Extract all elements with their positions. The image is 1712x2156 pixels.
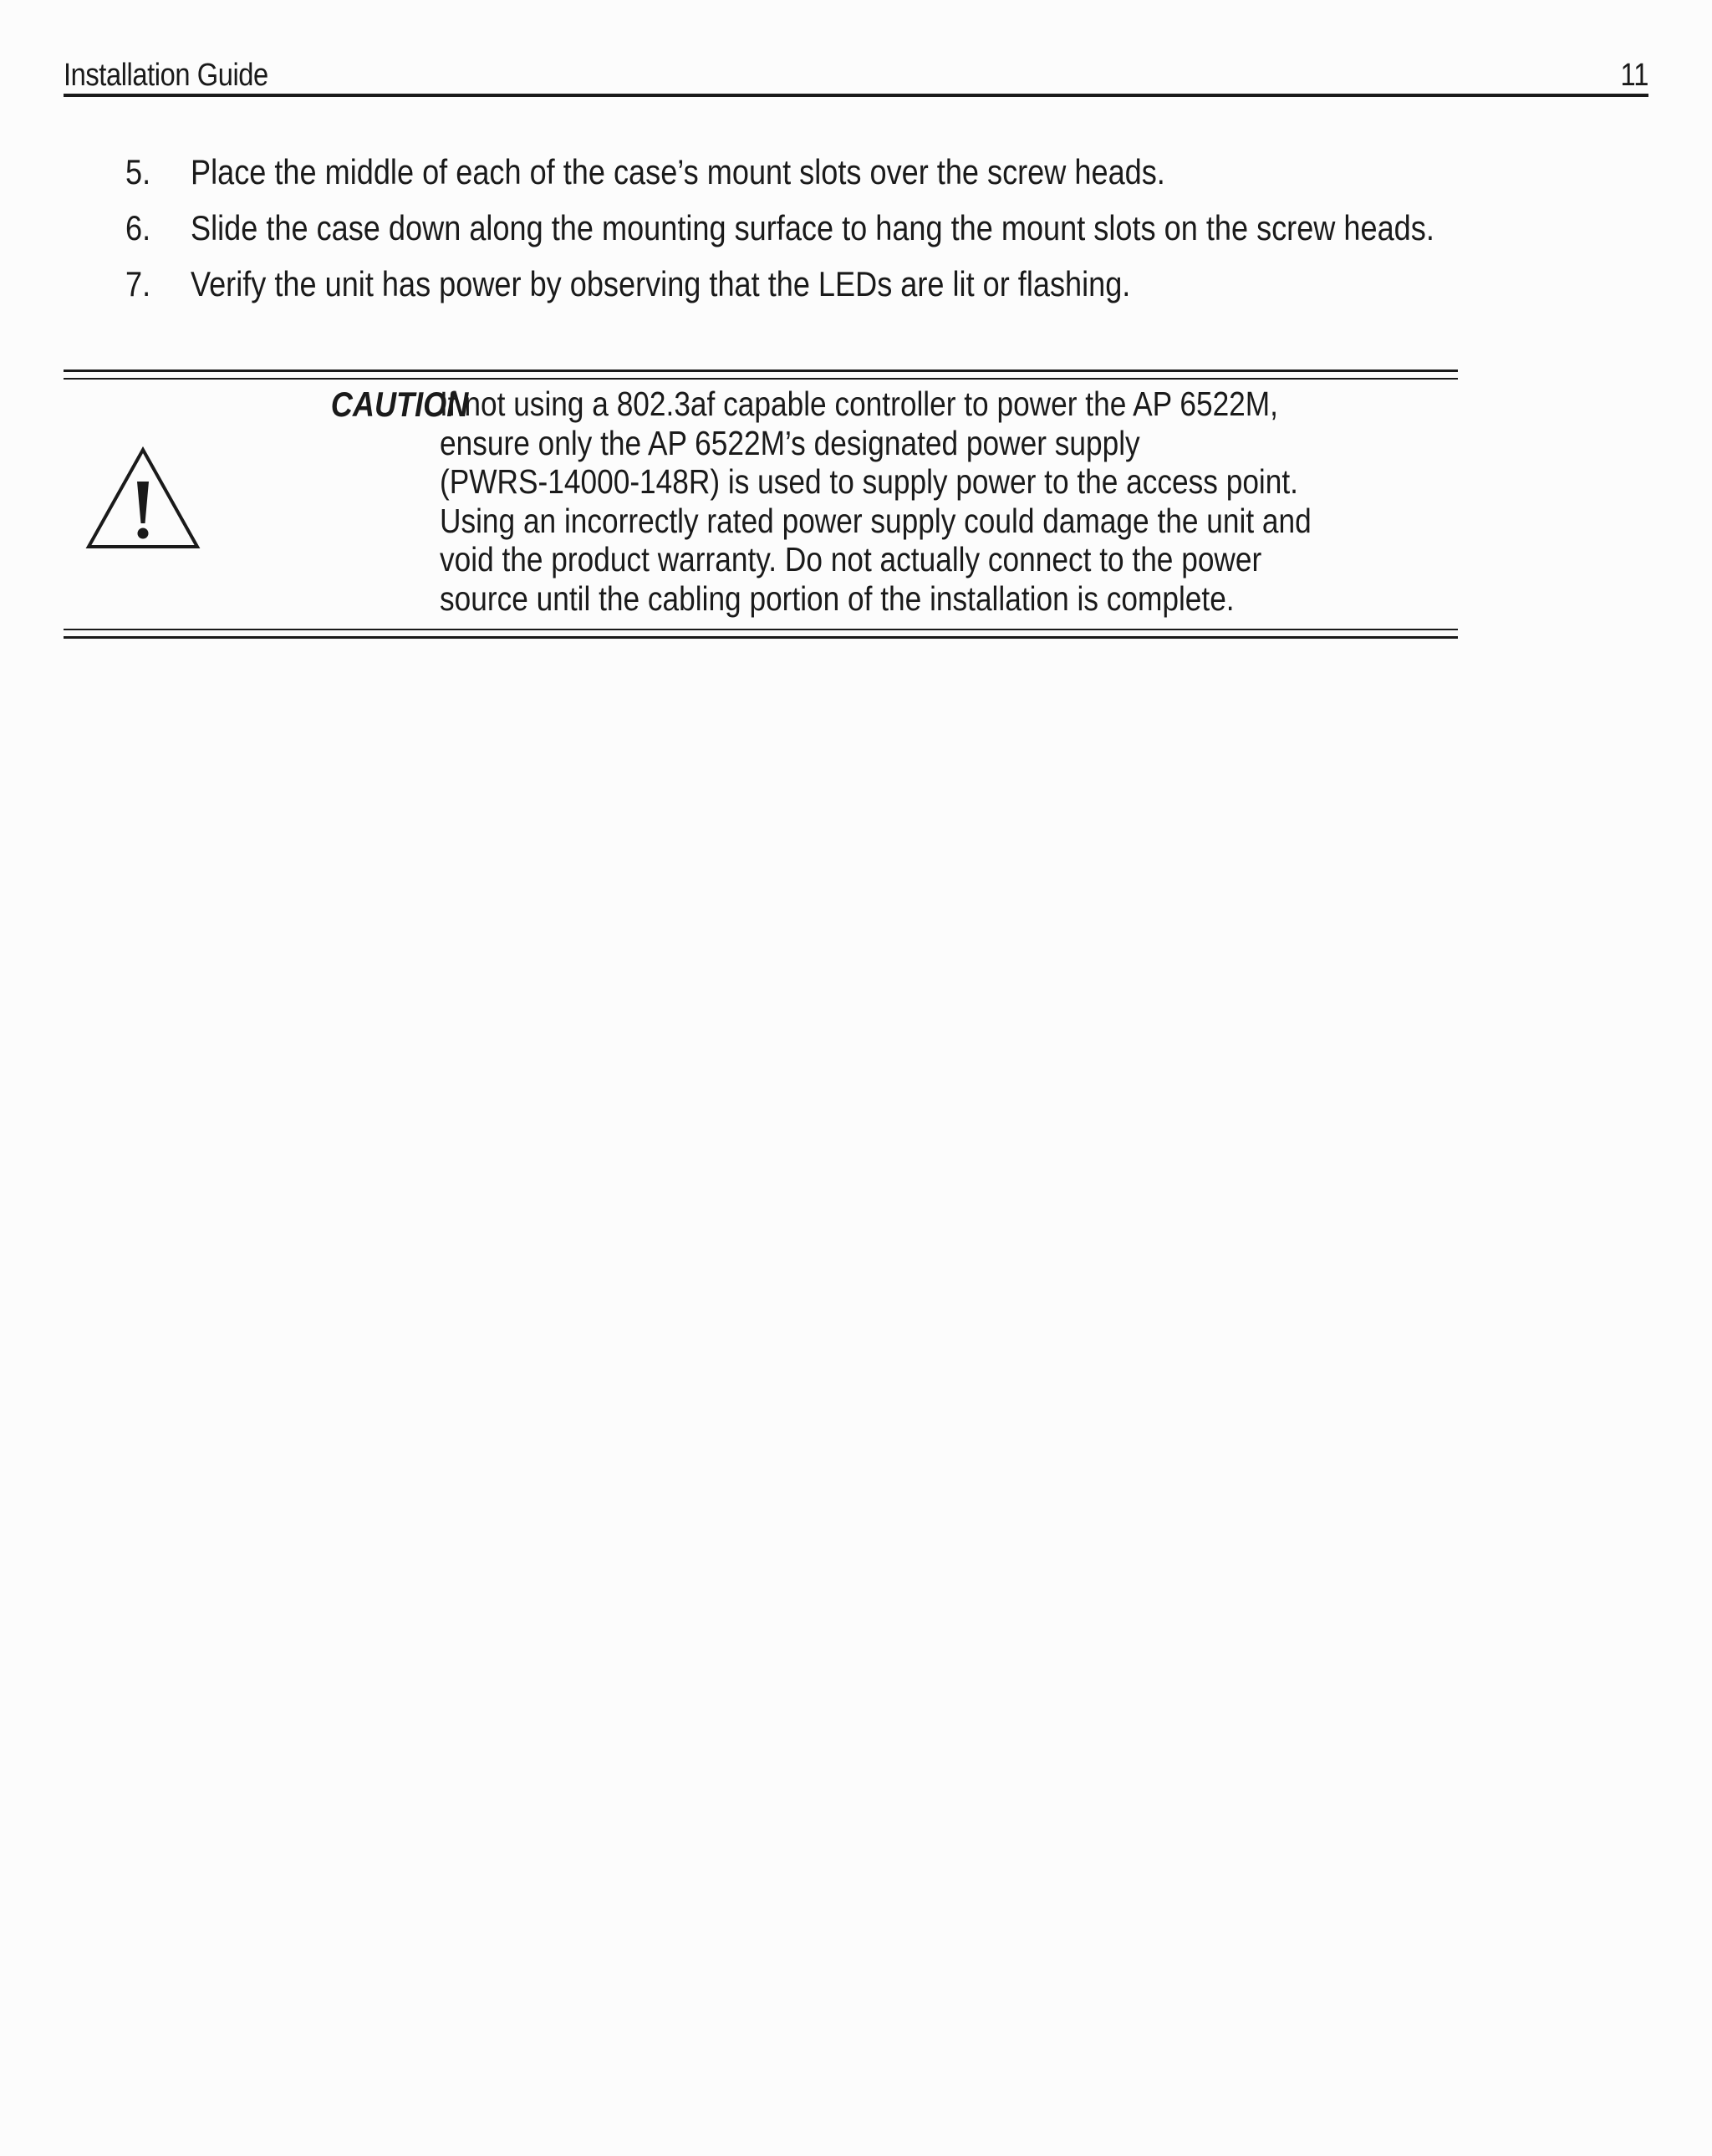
- caution-bottom-rule: [64, 636, 1458, 639]
- caution-text: [440, 385, 1374, 618]
- caution-line: If not using a 802.3af capable controller to power the AP 6522M,: [440, 385, 1278, 423]
- caution-bottom-rule-inner: [64, 629, 1458, 630]
- caution-line: ensure only the AP 6522M’s designated power supply: [440, 423, 1140, 462]
- step-text: Place the middle of each of the case’s mount slots over the screw heads.: [191, 152, 1165, 191]
- step-text: Verify the unit has power by observing that the LEDs are lit or flashing.: [191, 264, 1131, 303]
- step-number: 5.: [125, 152, 151, 191]
- step-number: 6.: [125, 208, 151, 247]
- caution-line: Using an incorrectly rated power supply could damage the unit and: [440, 501, 1312, 540]
- caution-top-rule: [64, 370, 1458, 372]
- caution-line: (PWRS-14000-148R) is used to supply power to the access point.: [440, 462, 1298, 501]
- warning-triangle-icon: [85, 446, 201, 550]
- page-header: [64, 50, 1648, 97]
- caution-label: CAUTION: [330, 385, 468, 424]
- document-title: Installation Guide: [64, 58, 268, 93]
- step-number: 7.: [125, 264, 151, 303]
- caution-line: source until the cabling portion of the installation is complete.: [440, 579, 1235, 618]
- caution-line: void the product warranty. Do not actually connect to the power: [440, 540, 1262, 579]
- step-text: Slide the case down along the mounting surface to hang the mount slots on the screw heads.: [191, 208, 1434, 247]
- caution-notice: [64, 370, 1458, 639]
- page-number: 11: [1620, 58, 1648, 93]
- caution-top-rule-inner: [64, 378, 1458, 380]
